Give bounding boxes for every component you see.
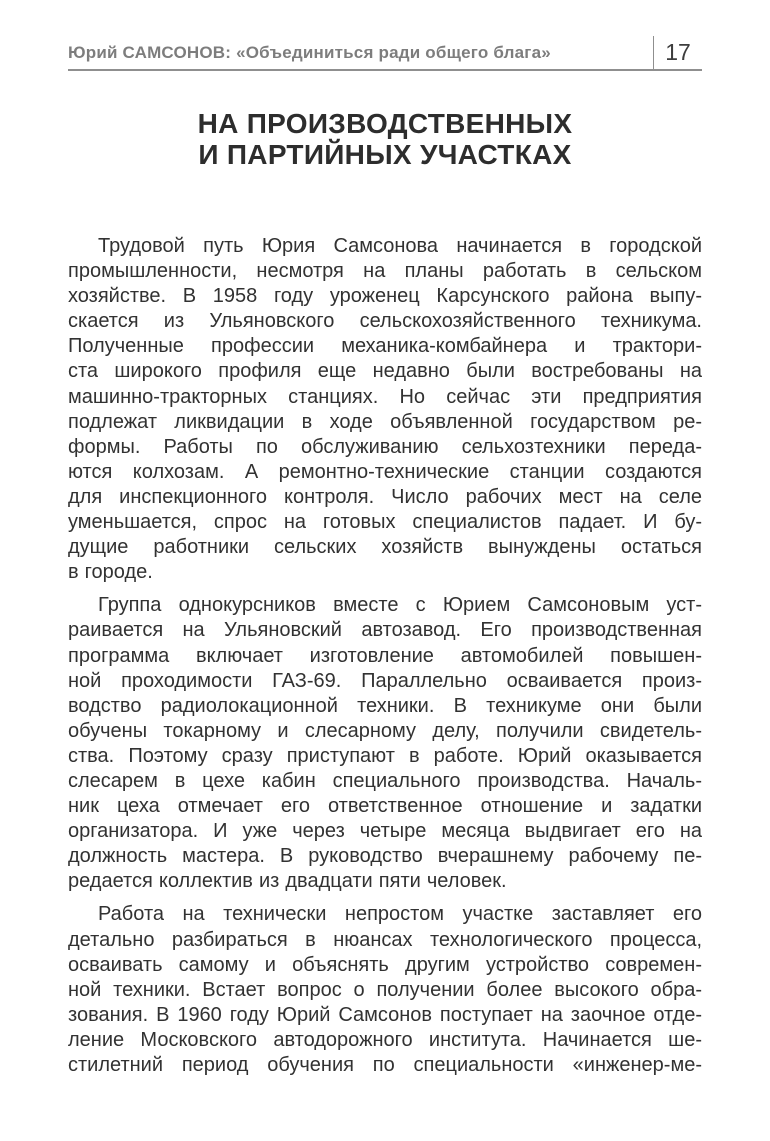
text-line: хозяйстве. В 1958 году уроженец Карсунского района выпу- <box>68 285 702 308</box>
text-line: Трудовой путь Юрия Самсонова начинается в городской <box>98 235 702 257</box>
text-line: машинно-тракторных станциях. Но сейчас эти предприятия <box>68 385 702 408</box>
text-line: водство радиолокационной техники. В техникуме они были <box>68 694 702 717</box>
section-title-line-1: НА ПРОИЗВОДСТВЕННЫХ <box>197 108 573 139</box>
text-line: детально разбираться в нюансах технологического процесса, <box>68 928 702 951</box>
page-header <box>68 36 702 71</box>
text-line: подлежат ликвидации в ходе объявленной государством ре- <box>68 410 702 433</box>
running-title: Юрий САМСОНОВ: «Объединиться ради общего блага» <box>68 42 551 62</box>
text-line: уменьшается, спрос на готовых специалистов падает. И бу- <box>68 511 702 534</box>
text-line: зования. В 1960 году Юрий Самсонов поступает на заочное отде- <box>68 1003 702 1026</box>
text-line: должность мастера. В руководство вчерашнему рабочему пе- <box>68 845 702 868</box>
text-line: в городе. <box>68 561 153 584</box>
paragraph <box>68 234 702 585</box>
text-line: осваивать самому и объяснять другим устройство современ- <box>68 953 702 976</box>
text-line: обучены токарному и слесарному делу, получили свидетель- <box>68 719 702 742</box>
text-line: для инспекционного контроля. Число рабочих мест на селе <box>68 485 702 508</box>
text-line: ста широкого профиля еще недавно были востребованы на <box>68 360 702 383</box>
text-line: формы. Работы по обслуживанию сельхозтехники переда- <box>68 435 702 458</box>
page-number: 17 <box>665 39 691 65</box>
text-line: Группа однокурсников вместе с Юрием Самсоновым уст- <box>98 594 702 617</box>
text-line: ной техники. Встает вопрос о получении более высокого обра- <box>68 978 702 1001</box>
section-title <box>68 108 702 170</box>
text-line: ства. Поэтому сразу приступают в работе. Юрий оказывается <box>68 744 702 767</box>
text-line: ник цеха отмечает его ответственное отношение и задатки <box>68 795 702 818</box>
text-line: организатора. И уже через четыре месяца выдвигает его на <box>68 820 702 843</box>
text-line: раивается на Ульяновский автозавод. Его производственная <box>68 619 702 642</box>
text-line: Работа на технически непростом участке заставляет его <box>98 903 702 926</box>
text-line: промышленности, несмотря на планы работать в сельском <box>68 260 702 283</box>
text-line: дущие работники сельских хозяйств вынуждены остаться <box>68 536 702 559</box>
text-line: программа включает изготовление автомобилей повышен- <box>68 644 702 667</box>
paragraph <box>68 593 702 894</box>
text-line: стилетний период обучения по специальности «инженер-ме- <box>68 1054 702 1076</box>
text-line: ной проходимости ГАЗ-69. Параллельно осваивается произ- <box>68 669 702 692</box>
section-title-line-2: И ПАРТИЙНЫХ УЧАСТКАХ <box>198 139 572 170</box>
text-line: редается коллектив из двадцати пяти человек. <box>68 870 507 893</box>
text-line: Полученные профессии механика-комбайнера и трактори- <box>68 335 702 358</box>
body-text <box>68 234 702 1078</box>
text-line: скается из Ульяновского сельскохозяйственного техникума. <box>68 310 702 333</box>
paragraph <box>68 902 702 1078</box>
text-line: ление Московского автодорожного института. Начинается ше- <box>68 1028 702 1051</box>
header-spacer <box>551 36 653 69</box>
text-line: ются колхозам. А ремонтно-технические станции создаются <box>68 460 702 483</box>
text-line: слесарем в цехе кабин специального производства. Началь- <box>68 769 702 792</box>
page-number-box <box>654 36 702 69</box>
